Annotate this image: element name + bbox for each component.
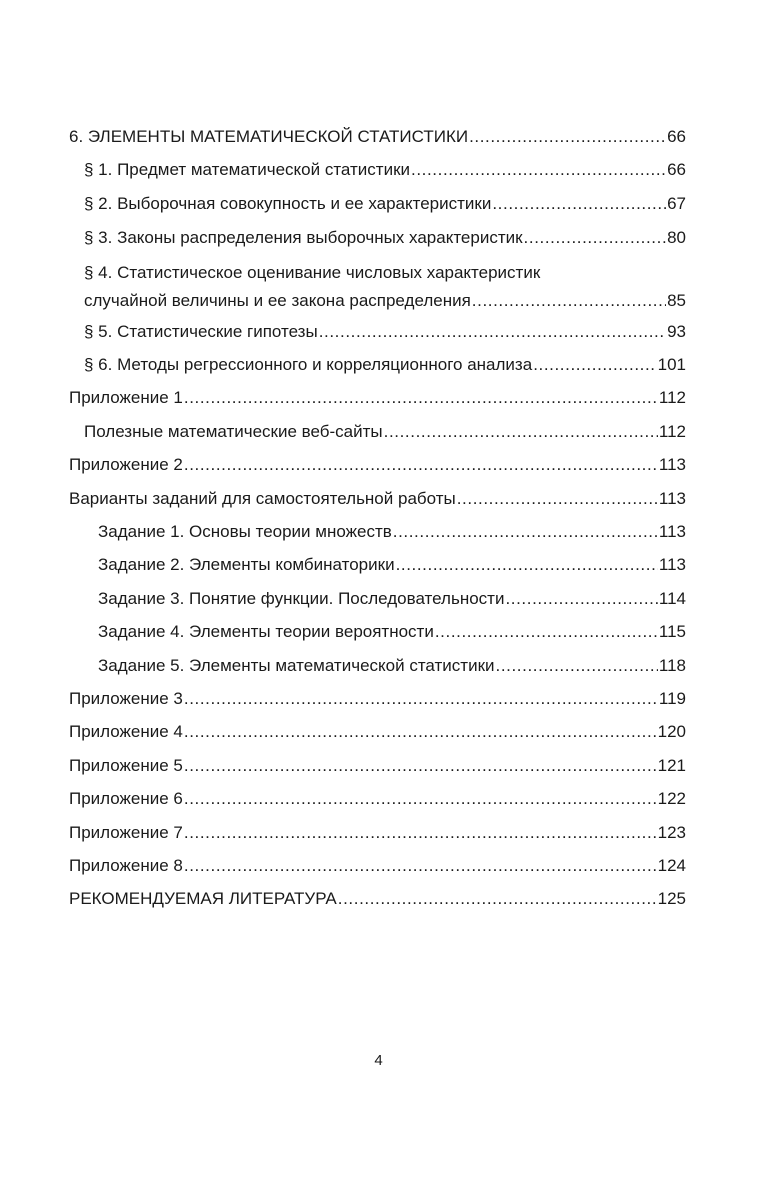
toc-leader-dots — [184, 453, 658, 477]
toc-leader-dots — [524, 226, 667, 250]
toc-leader-dots — [338, 887, 657, 911]
toc-entry-title: Задание 4. Элементы теории вероятности — [98, 622, 434, 641]
toc-leader-dots — [396, 553, 658, 577]
toc-entry-task-4[interactable] — [98, 620, 686, 644]
toc-entry-section-3[interactable] — [84, 226, 686, 250]
toc-leader-dots — [384, 420, 658, 444]
page-number: 4 — [374, 1052, 383, 1069]
toc-entry-appendix-3[interactable] — [69, 687, 686, 711]
toc-leader-dots — [469, 125, 666, 149]
toc-entry-title: Приложение 5 — [69, 756, 183, 775]
toc-entry-page: 119 — [658, 689, 686, 708]
toc-entry-appendix-4[interactable] — [69, 720, 686, 744]
toc-entry-page: 118 — [658, 656, 686, 675]
toc-entry-title: Задание 3. Понятие функции. Последовательности — [98, 589, 505, 608]
toc-leader-dots — [411, 158, 666, 182]
toc-entry-page: 124 — [657, 856, 686, 875]
toc-entry-appendix-5[interactable] — [69, 754, 686, 778]
toc-entry-section-2[interactable] — [84, 192, 686, 216]
toc-entry-chapter-6[interactable] — [69, 125, 686, 149]
toc-entry-section-5[interactable] — [84, 320, 686, 344]
toc-entry-page: 115 — [658, 622, 686, 641]
toc-entry-title: Задание 1. Основы теории множеств — [98, 522, 392, 541]
toc-entry-page: 113 — [658, 455, 686, 474]
toc-entry-page: 67 — [667, 194, 686, 213]
toc-entry-variants[interactable] — [69, 487, 686, 511]
toc-entry-title: Задание 2. Элементы комбинаторики — [98, 555, 395, 574]
toc-leader-dots — [184, 787, 657, 811]
toc-entry-page: 80 — [667, 228, 686, 247]
toc-entry-section-1[interactable] — [84, 158, 686, 182]
toc-leader-dots — [533, 353, 656, 377]
toc-entry-page: 66 — [667, 160, 686, 179]
toc-entry-page: 113 — [658, 489, 686, 508]
toc-entry-appendix-1[interactable] — [69, 386, 686, 410]
toc-entry-title: § 2. Выборочная совокупность и ее характеристики — [84, 194, 492, 213]
toc-entry-page: 101 — [657, 355, 686, 374]
toc-entry-title: Приложение 8 — [69, 856, 183, 875]
toc-entry-title: Приложение 3 — [69, 689, 183, 708]
toc-entry-references[interactable] — [69, 887, 686, 911]
toc-entry-page: 121 — [657, 756, 686, 775]
toc-entry-title: § 1. Предмет математической статистики — [84, 160, 410, 179]
toc-entry-page: 112 — [658, 388, 686, 407]
toc-entry-page: 112 — [658, 422, 686, 441]
toc-leader-dots — [184, 854, 657, 878]
toc-leader-dots — [184, 821, 657, 845]
toc-entry-task-1[interactable] — [98, 520, 686, 544]
toc-entry-title-line1: § 4. Статистическое оценивание числовых характеристик — [84, 263, 541, 282]
toc-leader-dots — [492, 192, 666, 216]
toc-entry-page: 93 — [667, 322, 686, 341]
toc-leader-dots — [184, 720, 657, 744]
toc-entry-title: § 5. Статистические гипотезы — [84, 322, 318, 341]
toc-entry-page: 120 — [657, 722, 686, 741]
toc-entry-title: Полезные математические веб-сайты — [84, 422, 383, 441]
toc-entry-page: 113 — [658, 555, 686, 574]
toc-entry-title: § 6. Методы регрессионного и корреляционного анализа — [84, 355, 533, 374]
toc-leader-dots — [435, 620, 658, 644]
toc-entry-section-4[interactable] — [84, 259, 686, 315]
toc-entry-appendix-7[interactable] — [69, 821, 686, 845]
toc-leader-dots — [184, 386, 658, 410]
toc-leader-dots — [496, 654, 658, 678]
toc-entry-title: Приложение 7 — [69, 823, 183, 842]
toc-entry-page: 85 — [667, 291, 686, 310]
toc-entry-appendix-8[interactable] — [69, 854, 686, 878]
toc-entry-title: случайной величины и ее закона распределения — [84, 291, 471, 310]
toc-entry-useful-websites[interactable] — [84, 420, 686, 444]
toc-entry-title: 6. ЭЛЕМЕНТЫ МАТЕМАТИЧЕСКОЙ СТАТИСТИКИ — [69, 127, 469, 146]
toc-entry-page: 66 — [667, 127, 686, 146]
toc-entry-page: 113 — [658, 522, 686, 541]
toc-entry-appendix-2[interactable] — [69, 453, 686, 477]
toc-entry-title: Приложение 2 — [69, 455, 183, 474]
toc-entry-page: 123 — [657, 823, 686, 842]
toc-leader-dots — [184, 754, 657, 778]
toc-entry-title: Задание 5. Элементы математической статистики — [98, 656, 495, 675]
toc-entry-section-6[interactable] — [84, 353, 686, 377]
toc-leader-dots — [505, 587, 657, 611]
toc-entry-page: 125 — [657, 889, 686, 908]
toc-leader-dots — [472, 287, 666, 315]
toc-entry-task-5[interactable] — [98, 654, 686, 678]
toc-entry-title: Приложение 6 — [69, 789, 183, 808]
toc-entry-page: 122 — [657, 789, 686, 808]
toc-leader-dots — [184, 687, 658, 711]
toc-entry-title: Варианты заданий для самостоятельной работы — [69, 489, 456, 508]
toc-entry-task-2[interactable] — [98, 553, 686, 577]
toc-entry-title: РЕКОМЕНДУЕМАЯ ЛИТЕРАТУРА — [69, 889, 337, 908]
toc-leader-dots — [393, 520, 658, 544]
toc-leader-dots — [319, 320, 666, 344]
toc-entry-page: 114 — [658, 589, 686, 608]
toc-entry-title: Приложение 4 — [69, 722, 183, 741]
toc-entry-appendix-6[interactable] — [69, 787, 686, 811]
toc-entry-title: Приложение 1 — [69, 388, 183, 407]
toc-leader-dots — [457, 487, 658, 511]
toc-entry-task-3[interactable] — [98, 587, 686, 611]
toc-entry-title: § 3. Законы распределения выборочных характеристик — [84, 228, 523, 247]
